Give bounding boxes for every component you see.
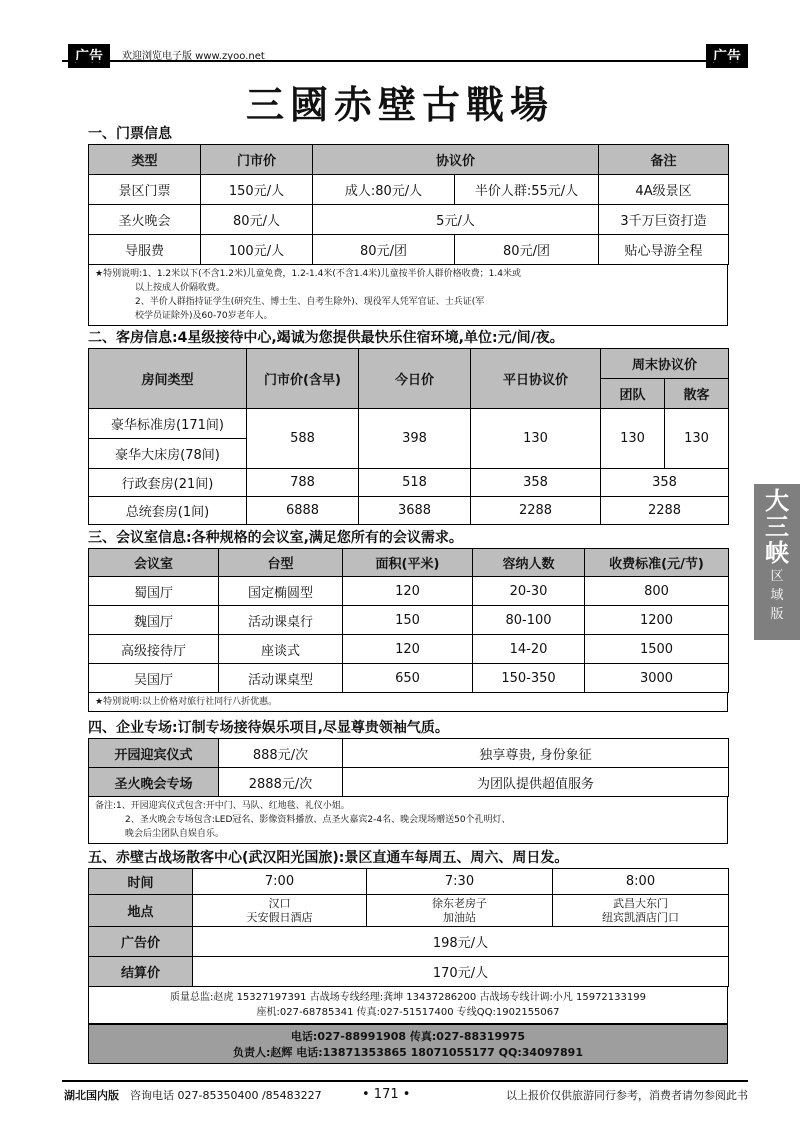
meeting-section xyxy=(88,528,728,712)
contact-bar xyxy=(88,1024,728,1064)
table-row xyxy=(89,869,729,895)
room-header-retail: 门市价(含早) xyxy=(247,349,359,409)
note-line: ★特别说明:1、1.2米以下(不含1.2米)儿童免费，1.2-1.4米(不含1.4米)儿童按半价人群价格收费；1.4米或 xyxy=(95,269,521,279)
cell: 1200 xyxy=(585,606,729,635)
enterprise-section xyxy=(88,718,728,844)
room-header-type: 房间类型 xyxy=(89,349,247,409)
cell: 行政套房(21间) xyxy=(89,469,247,497)
place-line: 纽宾凯酒店门口 xyxy=(602,910,679,924)
cell: 活动课桌行 xyxy=(219,606,343,635)
cell: 开园迎宾仪式 xyxy=(89,739,219,768)
table-row xyxy=(89,235,729,265)
cell: 活动课桌型 xyxy=(219,664,343,693)
cell: 888元/次 xyxy=(219,739,343,768)
table-row xyxy=(89,469,729,497)
cell: 3688 xyxy=(359,497,471,525)
cell: 80元/团 xyxy=(313,235,455,265)
table-row xyxy=(89,409,729,439)
place-line: 汉口 xyxy=(268,896,291,910)
place-line: 天安假日酒店 xyxy=(246,910,313,924)
cell xyxy=(367,895,553,927)
cell: 14-20 xyxy=(473,635,585,664)
room-header-weekend: 周末协议价 xyxy=(601,349,729,379)
cell: 588 xyxy=(247,409,359,469)
cell: 80元/人 xyxy=(201,205,313,235)
cell: 80元/团 xyxy=(455,235,599,265)
ad-label-right: 广告 xyxy=(706,44,748,68)
page-title: 三國赤壁古戰場 xyxy=(245,82,554,127)
cell: 4A级景区 xyxy=(599,175,729,205)
cell: 130 xyxy=(471,409,601,469)
cell: 豪华标准房(171间) xyxy=(89,409,247,439)
room-section-title: 二、客房信息:4星级接待中心,竭诚为您提供最快乐住宿环境,单位:元/间/夜。 xyxy=(88,330,564,346)
note-line: 座机:027-68785341 传真:027-51517400 专线QQ:1902155067 xyxy=(256,1007,560,1018)
enterprise-section-title: 四、企业专场:订制专场接待娱乐项目,尽显尊贵领袖气质。 xyxy=(88,720,449,736)
cell: 魏国厅 xyxy=(89,606,219,635)
tour-section xyxy=(88,848,728,1024)
cell: 圣火晚会专场 xyxy=(89,768,219,797)
table-row xyxy=(89,895,729,927)
side-tab-title: 大三峡 xyxy=(765,486,789,567)
table-row xyxy=(89,739,729,768)
cell: 150元/人 xyxy=(201,175,313,205)
cell: 800 xyxy=(585,577,729,606)
cell: 650 xyxy=(343,664,473,693)
side-tab xyxy=(754,484,800,640)
note-line: ★特别说明:以上价格对旅行社同行八折优惠。 xyxy=(95,697,278,707)
tour-section-title: 五、赤壁古战场散客中心(武汉阳光国旅):景区直通车每周五、周六、周日发。 xyxy=(88,850,569,866)
contact-line: 电话:027-88991908 传真:027-88319975 xyxy=(290,1030,526,1043)
enterprise-table xyxy=(88,738,729,797)
meeting-header: 会议室 xyxy=(89,549,219,577)
cell: 1500 xyxy=(585,635,729,664)
staff-note xyxy=(88,987,728,1024)
note-line: 以上按成人价隔收费。 xyxy=(135,283,226,293)
table-row xyxy=(89,577,729,606)
cell: 120 xyxy=(343,635,473,664)
ticket-header-agree: 协议价 xyxy=(313,145,599,175)
room-header-team: 团队 xyxy=(601,379,665,409)
page-number: • 171 • xyxy=(362,1087,411,1102)
cell: 150-350 xyxy=(473,664,585,693)
table-row xyxy=(89,175,729,205)
place-line: 加油站 xyxy=(443,910,476,924)
side-tab-char: 版 xyxy=(770,607,784,622)
cell: 广告价 xyxy=(89,927,193,957)
cell: 8:00 xyxy=(553,869,729,895)
place-line: 徐东老房子 xyxy=(432,896,487,910)
footer-disclaimer: 以上报价仅供旅游同行参考，消费者请勿参阅此书 xyxy=(506,1089,748,1102)
note-line: 晚会后尘团队自娱自乐。 xyxy=(125,829,225,839)
ticket-section-title: 一、门票信息 xyxy=(88,126,172,142)
room-header-today: 今日价 xyxy=(359,349,471,409)
cell: 景区门票 xyxy=(89,175,201,205)
meeting-section-title: 三、会议室信息:各种规格的会议室,满足您所有的会议需求。 xyxy=(88,530,463,546)
cell xyxy=(553,895,729,927)
note-line: 2、半价人群指持证学生(研究生、博士生、自考生除外)、现役军人凭军官证、士兵证(军 xyxy=(135,297,485,307)
place-line: 武昌大东门 xyxy=(613,896,668,910)
cell: 豪华大床房(78间) xyxy=(89,439,247,469)
table-row xyxy=(89,768,729,797)
cell: 150 xyxy=(343,606,473,635)
enterprise-note xyxy=(88,797,728,844)
footer-phone: 咨询电话 027-85350400 /85483227 xyxy=(130,1089,322,1102)
cell: 地点 xyxy=(89,895,193,927)
cell: 导服费 xyxy=(89,235,201,265)
cell: 总统套房(1间) xyxy=(89,497,247,525)
table-row xyxy=(89,957,729,987)
cell: 半价人群:55元/人 xyxy=(455,175,599,205)
cell: 130 xyxy=(665,409,729,469)
cell: 2288 xyxy=(601,497,729,525)
cell: 为团队提供超值服务 xyxy=(343,768,729,797)
table-row xyxy=(89,606,729,635)
ticket-header-price: 门市价 xyxy=(201,145,313,175)
cell: 高级接待厅 xyxy=(89,635,219,664)
footer-edition: 湖北国内版 xyxy=(64,1089,119,1102)
meeting-note xyxy=(88,693,728,712)
cell: 788 xyxy=(247,469,359,497)
cell: 398 xyxy=(359,409,471,469)
ticket-header-note: 备注 xyxy=(599,145,729,175)
tour-table xyxy=(88,868,729,987)
ticket-header-type: 类型 xyxy=(89,145,201,175)
cell: 座谈式 xyxy=(219,635,343,664)
cell: 成人:80元/人 xyxy=(313,175,455,205)
table-row xyxy=(89,635,729,664)
table-row xyxy=(89,927,729,957)
ticket-table xyxy=(88,144,729,265)
cell: 20-30 xyxy=(473,577,585,606)
contact-line: 负责人:赵辉 电话:13871353865 18071055177 QQ:34097891 xyxy=(232,1046,583,1059)
note-line: 质量总监:赵虎 15327197391 古战场专线经理:龚坤 13437286200 古战场专线计调:小凡 15972133199 xyxy=(170,992,646,1003)
cell: 圣火晚会 xyxy=(89,205,201,235)
cell: 7:00 xyxy=(193,869,367,895)
ad-label-left: 广告 xyxy=(68,44,110,68)
cell: 3000 xyxy=(585,664,729,693)
cell: 6888 xyxy=(247,497,359,525)
room-header-single: 散客 xyxy=(665,379,729,409)
cell: 时间 xyxy=(89,869,193,895)
ticket-note xyxy=(88,265,728,326)
cell: 120 xyxy=(343,577,473,606)
side-tab-char: 区 xyxy=(770,569,784,584)
meeting-table xyxy=(88,548,729,693)
cell: 吴国厅 xyxy=(89,664,219,693)
cell: 100元/人 xyxy=(201,235,313,265)
top-divider xyxy=(62,60,748,62)
table-row xyxy=(89,664,729,693)
cell: 130 xyxy=(601,409,665,469)
meeting-header: 收费标准(元/节) xyxy=(585,549,729,577)
cell: 170元/人 xyxy=(193,957,729,987)
cell: 7:30 xyxy=(367,869,553,895)
cell: 结算价 xyxy=(89,957,193,987)
table-row xyxy=(89,205,729,235)
cell: 5元/人 xyxy=(313,205,599,235)
side-tab-char: 域 xyxy=(770,588,784,603)
room-header-weekday: 平日协议价 xyxy=(471,349,601,409)
cell: 2288 xyxy=(471,497,601,525)
cell: 518 xyxy=(359,469,471,497)
cell: 198元/人 xyxy=(193,927,729,957)
cell: 国定椭圆型 xyxy=(219,577,343,606)
note-line: 2、圣火晚会专场包含:LED冠名、影像资料播放、点圣火嘉宾2-4名、晚会现场赠送50个孔明灯、 xyxy=(125,815,511,825)
cell: 3千万巨资打造 xyxy=(599,205,729,235)
room-section xyxy=(88,328,728,525)
meeting-header: 面积(平米) xyxy=(343,549,473,577)
welcome-text[interactable]: 欢迎浏览电子版 www.zyoo.net xyxy=(122,51,265,62)
cell: 贴心导游全程 xyxy=(599,235,729,265)
ticket-section xyxy=(88,124,728,326)
table-row xyxy=(89,497,729,525)
cell: 2888元/次 xyxy=(219,768,343,797)
room-table xyxy=(88,348,729,525)
cell: 358 xyxy=(471,469,601,497)
cell: 独享尊贵, 身份象征 xyxy=(343,739,729,768)
note-line: 备注:1、开园迎宾仪式包含:开中门、马队、红地毯、礼仪小姐。 xyxy=(95,801,350,811)
cell: 80-100 xyxy=(473,606,585,635)
note-line: 校学员证除外)及60-70岁老年人。 xyxy=(135,311,273,321)
meeting-header: 台型 xyxy=(219,549,343,577)
meeting-header: 容纳人数 xyxy=(473,549,585,577)
cell xyxy=(193,895,367,927)
cell: 358 xyxy=(601,469,729,497)
cell: 蜀国厅 xyxy=(89,577,219,606)
footer-divider xyxy=(62,1080,748,1082)
